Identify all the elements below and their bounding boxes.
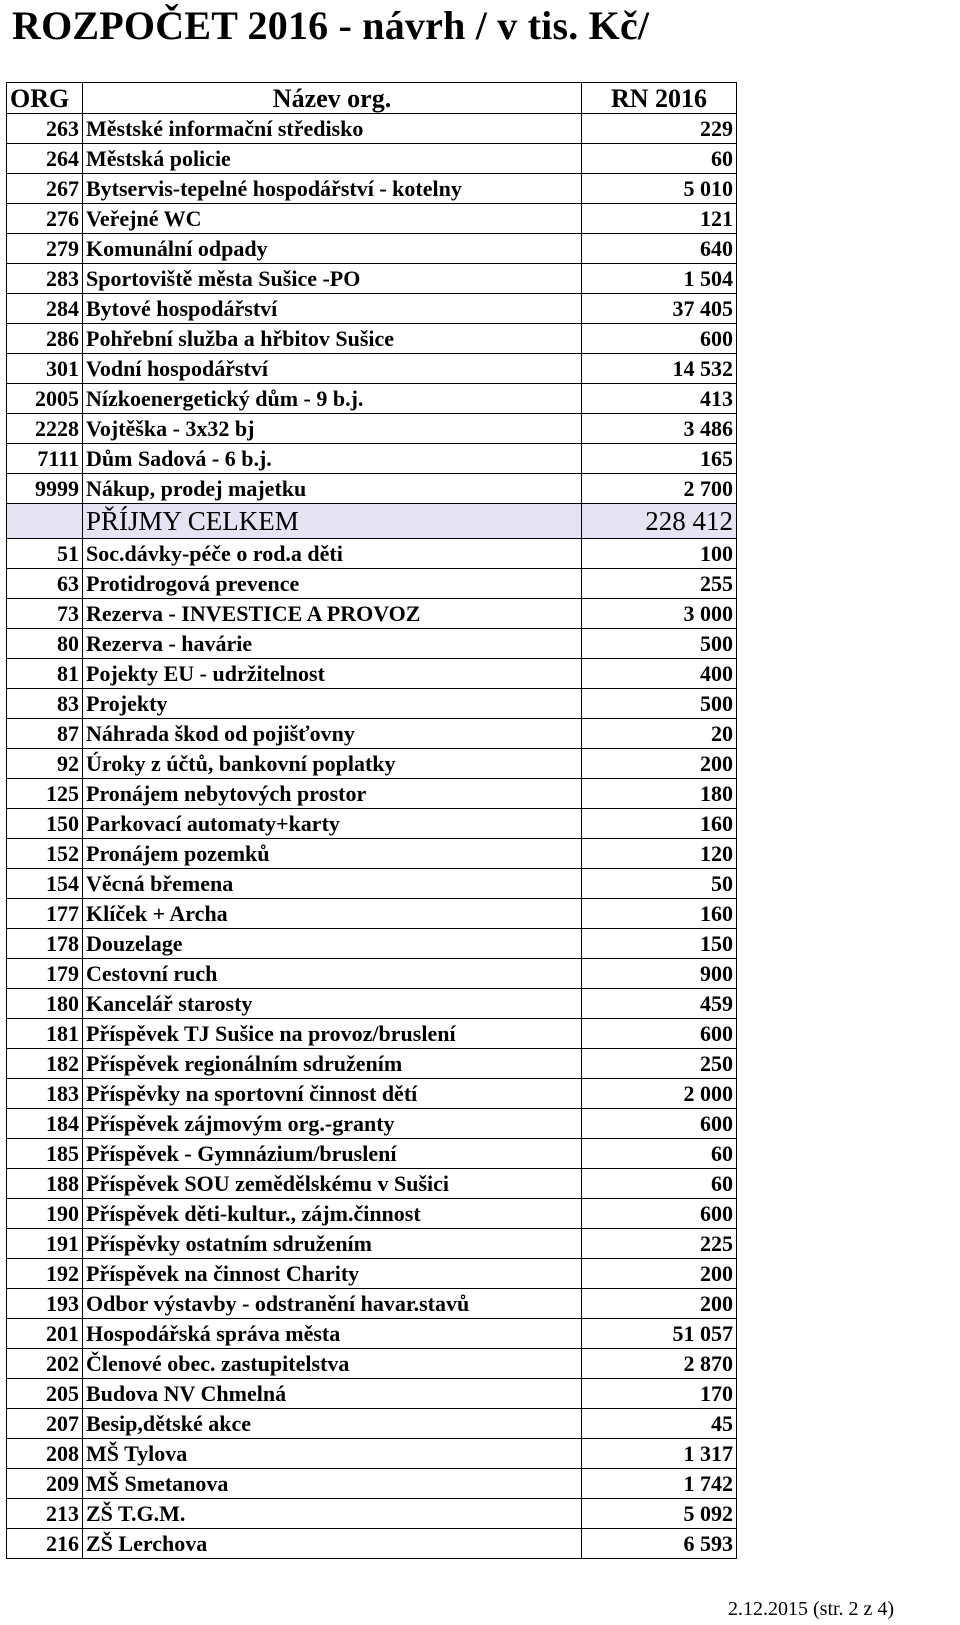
table-row: [7, 599, 737, 629]
row-name: Soc.dávky-péče o rod.a děti: [83, 539, 582, 569]
row-value: 200: [582, 1289, 737, 1319]
row-value: 165: [582, 444, 737, 474]
row-name: Pronájem pozemků: [83, 839, 582, 869]
row-name: Nákup, prodej majetku: [83, 474, 582, 504]
row-name: MŠ Tylova: [83, 1439, 582, 1469]
table-row: [7, 989, 737, 1019]
row-org: 180: [7, 989, 83, 1019]
table-row: [7, 1379, 737, 1409]
row-value: 1 742: [582, 1469, 737, 1499]
table-row: [7, 204, 737, 234]
row-org: 184: [7, 1109, 83, 1139]
table-row: [7, 959, 737, 989]
row-org: 213: [7, 1499, 83, 1529]
header-name: Název org.: [83, 83, 582, 114]
row-org: 154: [7, 869, 83, 899]
row-org: 286: [7, 324, 83, 354]
table-row: [7, 1019, 737, 1049]
row-value: 5 010: [582, 174, 737, 204]
row-value: 600: [582, 1019, 737, 1049]
row-name: Příspěvek - Gymnázium/bruslení: [83, 1139, 582, 1169]
row-value: 200: [582, 1259, 737, 1289]
table-row: [7, 1319, 737, 1349]
table-row: [7, 1469, 737, 1499]
row-value: 14 532: [582, 354, 737, 384]
row-name: ZŠ Lerchova: [83, 1529, 582, 1559]
table-row: [7, 539, 737, 569]
row-name: Příspěvek na činnost Charity: [83, 1259, 582, 1289]
row-name: Vojtěška - 3x32 bj: [83, 414, 582, 444]
table-row: [7, 899, 737, 929]
row-value: 160: [582, 899, 737, 929]
row-value: 600: [582, 1109, 737, 1139]
table-row: [7, 1439, 737, 1469]
table-row: [7, 779, 737, 809]
row-value: 3 000: [582, 599, 737, 629]
row-value: 50: [582, 869, 737, 899]
row-name: Douzelage: [83, 929, 582, 959]
table-row: [7, 444, 737, 474]
row-org: 264: [7, 144, 83, 174]
row-value: 228 412: [582, 504, 737, 539]
row-value: 400: [582, 659, 737, 689]
row-name: Parkovací automaty+karty: [83, 809, 582, 839]
row-org: 182: [7, 1049, 83, 1079]
row-name: ZŠ T.G.M.: [83, 1499, 582, 1529]
table-row: [7, 1049, 737, 1079]
table-row: [7, 1529, 737, 1559]
row-value: 229: [582, 114, 737, 144]
row-name: Veřejné WC: [83, 204, 582, 234]
row-org: 283: [7, 264, 83, 294]
row-org: 150: [7, 809, 83, 839]
table-row: [7, 1349, 737, 1379]
table-row: [7, 114, 737, 144]
row-org: 202: [7, 1349, 83, 1379]
row-name: Členové obec. zastupitelstva: [83, 1349, 582, 1379]
page-title: ROZPOČET 2016 - návrh / v tis. Kč/: [12, 3, 650, 48]
table-row: [7, 1139, 737, 1169]
table-row: [7, 324, 737, 354]
row-value: 500: [582, 689, 737, 719]
row-value: 459: [582, 989, 737, 1019]
row-name: Úroky z účtů, bankovní poplatky: [83, 749, 582, 779]
table-row: [7, 689, 737, 719]
row-value: 37 405: [582, 294, 737, 324]
row-value: 20: [582, 719, 737, 749]
row-org: [7, 504, 83, 539]
row-value: 60: [582, 144, 737, 174]
header-value: RN 2016: [582, 83, 737, 114]
table-row: [7, 384, 737, 414]
row-value: 170: [582, 1379, 737, 1409]
row-name: Bytservis-tepelné hospodářství - kotelny: [83, 174, 582, 204]
row-org: 216: [7, 1529, 83, 1559]
row-org: 193: [7, 1289, 83, 1319]
table-row: [7, 719, 737, 749]
row-org: 284: [7, 294, 83, 324]
table-row: [7, 929, 737, 959]
row-value: 2 000: [582, 1079, 737, 1109]
row-org: 81: [7, 659, 83, 689]
row-org: 178: [7, 929, 83, 959]
row-org: 181: [7, 1019, 83, 1049]
row-name: Besip,dětské akce: [83, 1409, 582, 1439]
row-name: Budova NV Chmelná: [83, 1379, 582, 1409]
row-name: Náhrada škod od pojišťovny: [83, 719, 582, 749]
row-value: 45: [582, 1409, 737, 1439]
row-value: 200: [582, 749, 737, 779]
budget-table-body: [7, 83, 737, 1559]
row-value: 60: [582, 1169, 737, 1199]
row-value: 640: [582, 234, 737, 264]
row-value: 150: [582, 929, 737, 959]
row-org: 83: [7, 689, 83, 719]
row-org: 185: [7, 1139, 83, 1169]
row-value: 500: [582, 629, 737, 659]
row-org: 267: [7, 174, 83, 204]
table-row: [7, 144, 737, 174]
row-name: Příspěvky na sportovní činnost dětí: [83, 1079, 582, 1109]
table-row: [7, 569, 737, 599]
row-value: 180: [582, 779, 737, 809]
row-org: 205: [7, 1379, 83, 1409]
table-row: [7, 234, 737, 264]
row-value: 51 057: [582, 1319, 737, 1349]
header-org: ORG: [7, 83, 83, 114]
row-org: 152: [7, 839, 83, 869]
row-value: 60: [582, 1139, 737, 1169]
row-name: Pohřební služba a hřbitov Sušice: [83, 324, 582, 354]
row-name: Vodní hospodářství: [83, 354, 582, 384]
row-org: 301: [7, 354, 83, 384]
row-name: Příspěvky ostatním sdružením: [83, 1229, 582, 1259]
row-name: Dům Sadová - 6 b.j.: [83, 444, 582, 474]
row-org: 276: [7, 204, 83, 234]
table-row: [7, 629, 737, 659]
row-value: 121: [582, 204, 737, 234]
row-name: Sportoviště města Sušice -PO: [83, 264, 582, 294]
row-value: 6 593: [582, 1529, 737, 1559]
table-header-row: [7, 83, 737, 114]
row-name: Městská policie: [83, 144, 582, 174]
row-org: 188: [7, 1169, 83, 1199]
row-value: 100: [582, 539, 737, 569]
row-org: 63: [7, 569, 83, 599]
row-value: 120: [582, 839, 737, 869]
row-value: 2 700: [582, 474, 737, 504]
row-org: 73: [7, 599, 83, 629]
row-name: Bytové hospodářství: [83, 294, 582, 324]
table-row: [7, 1289, 737, 1319]
row-name: PŘÍJMY CELKEM: [83, 504, 582, 539]
total-row: [7, 504, 737, 539]
page-footer: 2.12.2015 (str. 2 z 4): [728, 1598, 895, 1620]
row-value: 1 317: [582, 1439, 737, 1469]
row-name: Cestovní ruch: [83, 959, 582, 989]
row-org: 192: [7, 1259, 83, 1289]
row-value: 250: [582, 1049, 737, 1079]
row-org: 9999: [7, 474, 83, 504]
row-value: 413: [582, 384, 737, 414]
row-org: 80: [7, 629, 83, 659]
row-org: 207: [7, 1409, 83, 1439]
row-org: 179: [7, 959, 83, 989]
table-row: [7, 354, 737, 384]
row-org: 125: [7, 779, 83, 809]
row-name: Pojekty EU - udržitelnost: [83, 659, 582, 689]
row-org: 87: [7, 719, 83, 749]
row-org: 2228: [7, 414, 83, 444]
row-org: 209: [7, 1469, 83, 1499]
row-name: MŠ Smetanova: [83, 1469, 582, 1499]
row-name: Příspěvek TJ Sušice na provoz/bruslení: [83, 1019, 582, 1049]
row-value: 225: [582, 1229, 737, 1259]
row-name: Pronájem nebytových prostor: [83, 779, 582, 809]
row-name: Odbor výstavby - odstranění havar.stavů: [83, 1289, 582, 1319]
row-name: Kancelář starosty: [83, 989, 582, 1019]
row-name: Nízkoenergetický dům - 9 b.j.: [83, 384, 582, 414]
row-name: Projekty: [83, 689, 582, 719]
budget-table: [6, 82, 737, 1559]
row-name: Příspěvek děti-kultur., zájm.činnost: [83, 1199, 582, 1229]
row-org: 263: [7, 114, 83, 144]
table-row: [7, 1199, 737, 1229]
row-value: 255: [582, 569, 737, 599]
row-org: 191: [7, 1229, 83, 1259]
table-row: [7, 839, 737, 869]
table-row: [7, 1229, 737, 1259]
row-name: Rezerva - INVESTICE A PROVOZ: [83, 599, 582, 629]
row-org: 177: [7, 899, 83, 929]
row-org: 279: [7, 234, 83, 264]
row-value: 600: [582, 1199, 737, 1229]
row-org: 7111: [7, 444, 83, 474]
row-org: 208: [7, 1439, 83, 1469]
row-name: Protidrogová prevence: [83, 569, 582, 599]
table-row: [7, 294, 737, 324]
row-org: 183: [7, 1079, 83, 1109]
row-name: Příspěvek zájmovým org.-granty: [83, 1109, 582, 1139]
table-row: [7, 174, 737, 204]
row-name: Městské informační středisko: [83, 114, 582, 144]
table-row: [7, 1169, 737, 1199]
row-value: 160: [582, 809, 737, 839]
row-org: 2005: [7, 384, 83, 414]
row-org: 201: [7, 1319, 83, 1349]
row-value: 2 870: [582, 1349, 737, 1379]
row-value: 600: [582, 324, 737, 354]
row-value: 1 504: [582, 264, 737, 294]
row-name: Věcná břemena: [83, 869, 582, 899]
table-row: [7, 1409, 737, 1439]
row-name: Příspěvek SOU zemědělskému v Sušici: [83, 1169, 582, 1199]
table-row: [7, 809, 737, 839]
table-row: [7, 414, 737, 444]
row-name: Hospodářská správa města: [83, 1319, 582, 1349]
row-value: 3 486: [582, 414, 737, 444]
row-name: Rezerva - havárie: [83, 629, 582, 659]
table-row: [7, 1499, 737, 1529]
row-name: Klíček + Archa: [83, 899, 582, 929]
table-row: [7, 1079, 737, 1109]
table-row: [7, 749, 737, 779]
row-value: 5 092: [582, 1499, 737, 1529]
row-name: Komunální odpady: [83, 234, 582, 264]
row-value: 900: [582, 959, 737, 989]
row-name: Příspěvek regionálním sdružením: [83, 1049, 582, 1079]
row-org: 190: [7, 1199, 83, 1229]
row-org: 51: [7, 539, 83, 569]
table-row: [7, 869, 737, 899]
table-row: [7, 1259, 737, 1289]
row-org: 92: [7, 749, 83, 779]
table-row: [7, 474, 737, 504]
table-row: [7, 1109, 737, 1139]
table-row: [7, 264, 737, 294]
table-row: [7, 659, 737, 689]
